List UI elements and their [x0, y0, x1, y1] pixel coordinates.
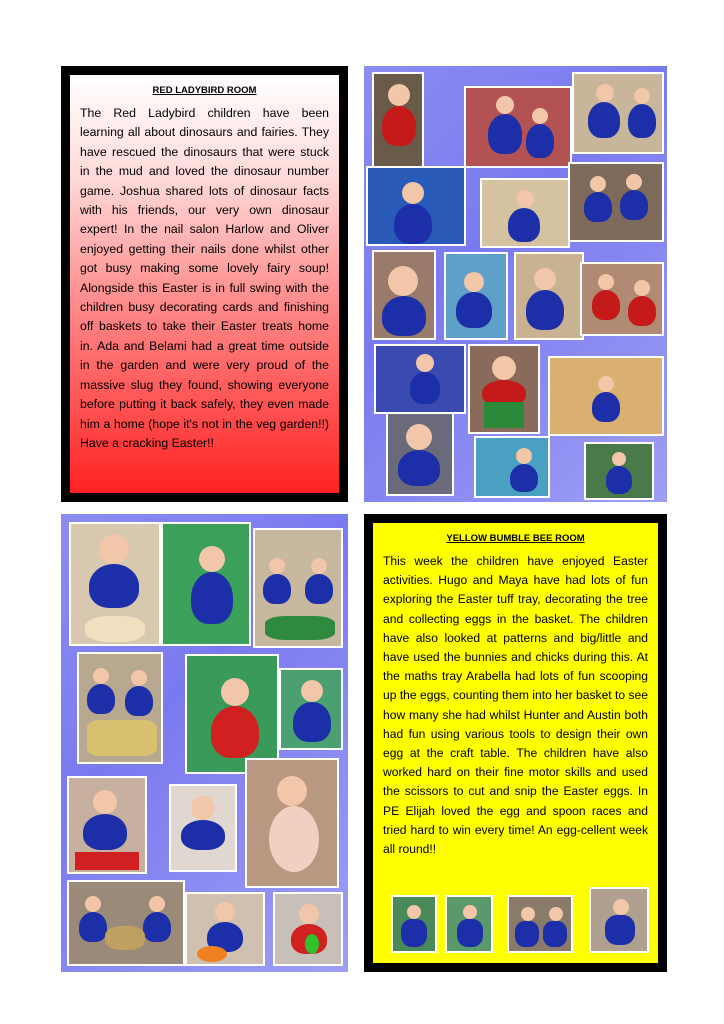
yellow-room-body: This week the children have enjoyed Easter activities. Hugo and Maya have had lots of fun exploring the Easter tuff tray, decorating the tree and collecting eggs in the basket. The children have also looked at patterns and big/little and have used the bunnies and chicks during this. At the maths tray Arabella had lots of fun scooping up the eggs, counting them into her basket to see how many she had whilst Hunter and Austin both had fun using various tools to design their own egg at the craft table. The children have also worked hard on their fine motor skills and used the scissors to cut and snip the Easter eggs. In PE Elijah loved the egg and spoon races and tried hard to win every time! An egg-cellent week all round!! [383, 554, 648, 857]
yellow-room-title: YELLOW BUMBLE BEE ROOM [446, 533, 585, 544]
photo-easter-tree-tray [253, 528, 343, 648]
photo-strip-children-4 [589, 887, 649, 953]
photo-group-activity [568, 162, 664, 242]
photo-girl-eggs [279, 668, 343, 750]
red-room-body: The Red Ladybird children have been learning all about dinosaurs and fairies. They have rescued the dinosaurs that were stuck in the mud and loved the dinosaur number game. Joshua shared lots of dinosaur facts with his friends, our very own dinosaur expert! In the nail salon Harlow and Oliver enjoyed getting their nails done whilst other got busy making some lovely fairy soup! Alongside this Easter is in full swing with the children busy decorating cards and finishing off baskets to take their Easter treats home in. Ada and Belami had a great time outside in the garden and were very proud of the massive slug they found, showing everyone before putting it back safely, they even made him a home (hope it's not in the veg garden!!) Have a cracking Easter!! [80, 106, 329, 450]
photo-strip-children-2 [445, 895, 493, 953]
photo-boy-orange-bowl [185, 892, 265, 966]
photo-children-nest-tray [67, 880, 185, 966]
yellow-room-photo-collage [61, 514, 348, 972]
photo-boy-chick-picture [69, 522, 161, 646]
photo-child-tuff-tray [480, 178, 570, 248]
photo-children-floor [580, 262, 664, 336]
photo-girl-colouring [169, 784, 237, 872]
photo-boy-eggs [161, 522, 251, 646]
photo-child-green-egg [273, 892, 343, 966]
yellow-room-photo-strip [383, 895, 648, 955]
yellow-room-panel [364, 514, 667, 972]
photo-boy-card [386, 412, 454, 496]
yellow-room-inner [373, 523, 658, 963]
photo-strip-children-1 [391, 895, 437, 953]
photo-child-outdoor [584, 442, 654, 500]
photo-girl-close-up [372, 250, 436, 340]
red-room-photo-collage [364, 66, 667, 502]
photo-children-sand-tray [77, 652, 163, 764]
photo-child-paper-egg [245, 758, 339, 888]
photo-strip-children-3 [507, 895, 573, 953]
photo-children-craft [444, 252, 508, 340]
photo-children-tablet [474, 436, 550, 498]
photo-child-red-jumper [372, 72, 424, 170]
photo-boy-egg-patterns [67, 776, 147, 874]
photo-children-table [572, 72, 664, 154]
photo-boy-brother-book [468, 344, 540, 434]
photo-girl-dinosaur [366, 166, 466, 246]
photo-child-leaves [374, 344, 466, 414]
photo-classroom-shelves [548, 356, 664, 436]
photo-children-carpet [464, 86, 572, 168]
photo-boy-book [514, 252, 584, 340]
red-room-panel [61, 66, 348, 502]
red-room-inner [70, 75, 339, 493]
photo-boy-red-jumper-eggs [185, 654, 279, 774]
red-room-title: RED LADYBIRD ROOM [152, 85, 257, 96]
